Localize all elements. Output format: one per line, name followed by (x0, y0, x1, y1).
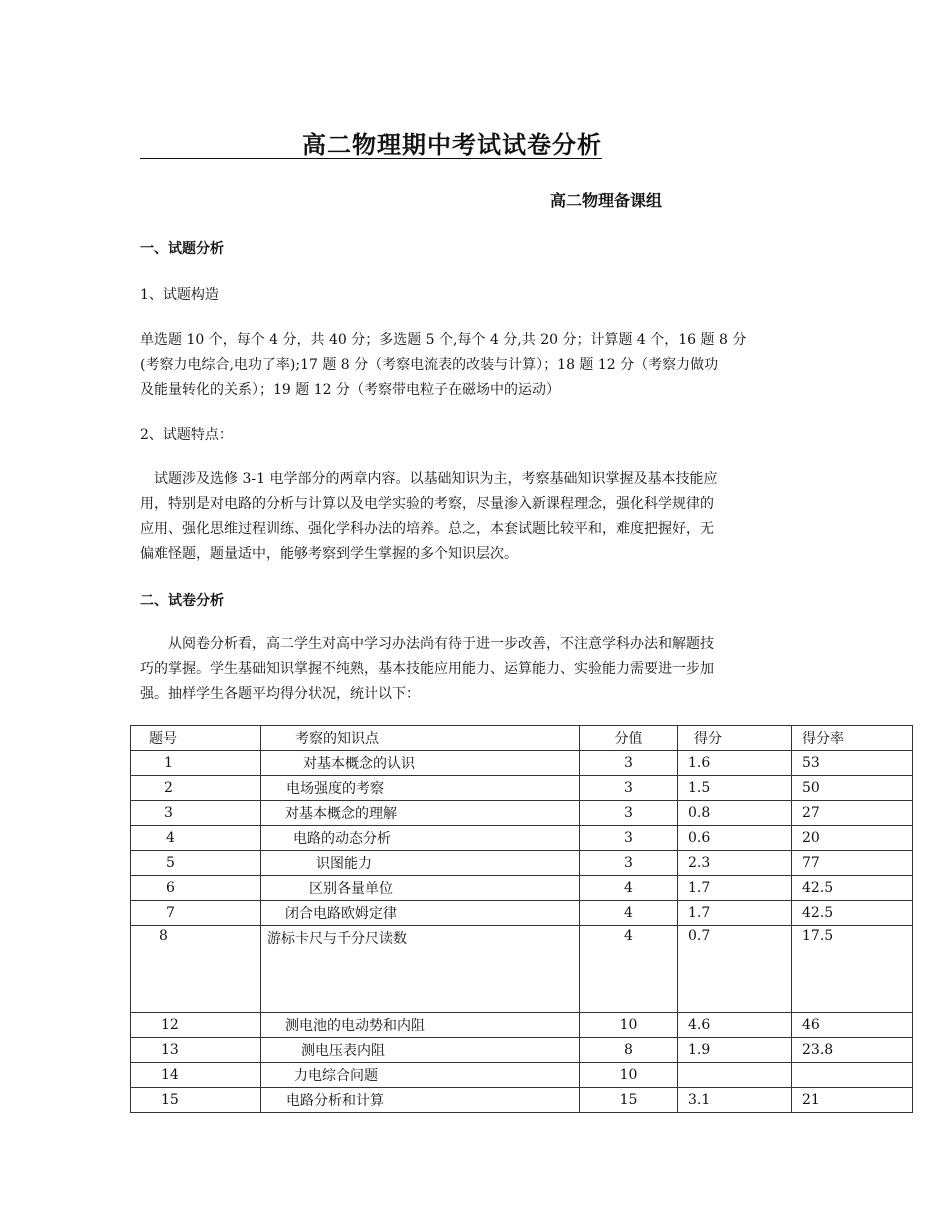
points-cell: 4 (580, 926, 678, 1013)
topic-cell: 电场强度的考察 (261, 776, 580, 801)
paragraph-line: 从阅卷分析看，高二学生对高中学习办法尚有待于进一步改善，不注意学科办法和解题技 (168, 636, 714, 652)
rate-cell: 27 (792, 801, 913, 826)
score-table (130, 725, 913, 1113)
score-cell: 1.9 (678, 1038, 792, 1063)
table-row (131, 876, 913, 901)
topic-cell: 测电压表内阻 (261, 1038, 580, 1063)
rate-cell: 53 (792, 751, 913, 776)
rate-cell: 77 (792, 851, 913, 876)
question-no: 2 (131, 776, 261, 801)
question-no: 3 (131, 801, 261, 826)
rate-cell: 50 (792, 776, 913, 801)
points-cell: 3 (580, 851, 678, 876)
question-no: 14 (131, 1063, 261, 1088)
table-row (131, 901, 913, 926)
score-cell: 4.6 (678, 1013, 792, 1038)
paragraph-line: 试题涉及选修 3-1 电学部分的两章内容。以基础知识为主，考察基础知识掌握及基本技能应 (154, 471, 718, 487)
topic-cell: 识图能力 (261, 851, 580, 876)
features-paragraph (140, 467, 810, 567)
section1-heading: 一、试题分析 (140, 241, 224, 257)
table-header-row (131, 726, 913, 751)
question-no: 13 (131, 1038, 261, 1063)
document-title: 高二物理期中考试试卷分析 (302, 130, 602, 159)
topic-cell: 电路分析和计算 (261, 1088, 580, 1113)
question-no: 5 (131, 851, 261, 876)
rate-cell: 23.8 (792, 1038, 913, 1063)
score-cell: 0.6 (678, 826, 792, 851)
topic-cell: 电路的动态分析 (261, 826, 580, 851)
paragraph-line: 单选题 10 个，每个 4 分，共 40 分；多选题 5 个,每个 4 分,共 20 分；计算题 4 个，16 题 8 分 (140, 332, 747, 348)
topic-cell: 游标卡尺与千分尺读数 (261, 926, 580, 1013)
rate-cell: 42.5 (792, 901, 913, 926)
points-cell: 3 (580, 826, 678, 851)
analysis-paragraph (140, 632, 810, 707)
points-cell: 3 (580, 751, 678, 776)
paragraph-line: 及能量转化的关系）；19 题 12 分（考察带电粒子在磁场中的运动） (140, 382, 560, 398)
rate-cell: 21 (792, 1088, 913, 1113)
score-cell: 1.7 (678, 876, 792, 901)
score-cell (678, 1063, 792, 1088)
table-row (131, 1038, 913, 1063)
question-no: 12 (131, 1013, 261, 1038)
points-cell: 10 (580, 1013, 678, 1038)
section1-sub2-heading: 2、试题特点： (140, 427, 233, 443)
table-row (131, 1063, 913, 1088)
header-topic: 考察的知识点 (261, 726, 580, 751)
score-cell: 1.6 (678, 751, 792, 776)
section2-heading: 二、试卷分析 (140, 593, 224, 609)
paragraph-line: 偏难怪题，题量适中，能够考察到学生掌握的多个知识层次。 (140, 546, 518, 562)
section1-sub1-heading: 1、试题构造 (140, 287, 219, 303)
points-cell: 3 (580, 776, 678, 801)
score-cell: 3.1 (678, 1088, 792, 1113)
paragraph-line: 应用、强化思维过程训练、强化学科办法的培养。总之，本套试题比较平和，难度把握好，无 (140, 521, 714, 537)
topic-cell: 区别各量单位 (261, 876, 580, 901)
table-row (131, 1088, 913, 1113)
points-cell: 10 (580, 1063, 678, 1088)
topic-cell: 对基本概念的认识 (261, 751, 580, 776)
header-rate: 得分率 (792, 726, 913, 751)
topic-cell: 力电综合问题 (261, 1063, 580, 1088)
table-row (131, 1013, 913, 1038)
author-group: 高二物理备课组 (550, 191, 663, 210)
points-cell: 4 (580, 901, 678, 926)
question-no: 15 (131, 1088, 261, 1113)
question-no: 8 (131, 926, 261, 1013)
score-cell: 2.3 (678, 851, 792, 876)
points-cell: 15 (580, 1088, 678, 1113)
question-no: 1 (131, 751, 261, 776)
question-no: 6 (131, 876, 261, 901)
rate-cell: 42.5 (792, 876, 913, 901)
score-cell: 1.5 (678, 776, 792, 801)
rate-cell: 17.5 (792, 926, 913, 1013)
paragraph-line: 用，特别是对电路的分析与计算以及电学实验的考察，尽量渗入新课程理念，强化科学规律的 (140, 496, 714, 512)
rate-cell: 20 (792, 826, 913, 851)
table-row (131, 926, 913, 1013)
score-cell: 0.7 (678, 926, 792, 1013)
points-cell: 3 (580, 801, 678, 826)
rate-cell (792, 1063, 913, 1088)
paragraph-line: 巧的掌握。学生基础知识掌握不纯熟，基本技能应用能力、运算能力、实验能力需要进一步加 (140, 661, 714, 677)
score-cell: 0.8 (678, 801, 792, 826)
points-cell: 8 (580, 1038, 678, 1063)
table-row (131, 801, 913, 826)
topic-cell: 闭合电路欧姆定律 (261, 901, 580, 926)
question-no: 4 (131, 826, 261, 851)
points-cell: 4 (580, 876, 678, 901)
question-no: 7 (131, 901, 261, 926)
topic-cell: 对基本概念的理解 (261, 801, 580, 826)
table-row (131, 851, 913, 876)
table-row (131, 751, 913, 776)
topic-cell: 测电池的电动势和内阻 (261, 1013, 580, 1038)
paragraph-line: 强。抽样学生各题平均得分状况，统计以下： (140, 686, 420, 702)
header-points: 分值 (580, 726, 678, 751)
score-cell: 1.7 (678, 901, 792, 926)
paragraph-line: (考察力电综合,电功了率);17 题 8 分（考察电流表的改装与计算）；18 题 12 分（考察力做功 (140, 357, 719, 373)
header-score: 得分 (678, 726, 792, 751)
table-row (131, 826, 913, 851)
rate-cell: 46 (792, 1013, 913, 1038)
header-question-no: 题号 (131, 726, 261, 751)
structure-paragraph (140, 328, 810, 403)
table-row (131, 776, 913, 801)
